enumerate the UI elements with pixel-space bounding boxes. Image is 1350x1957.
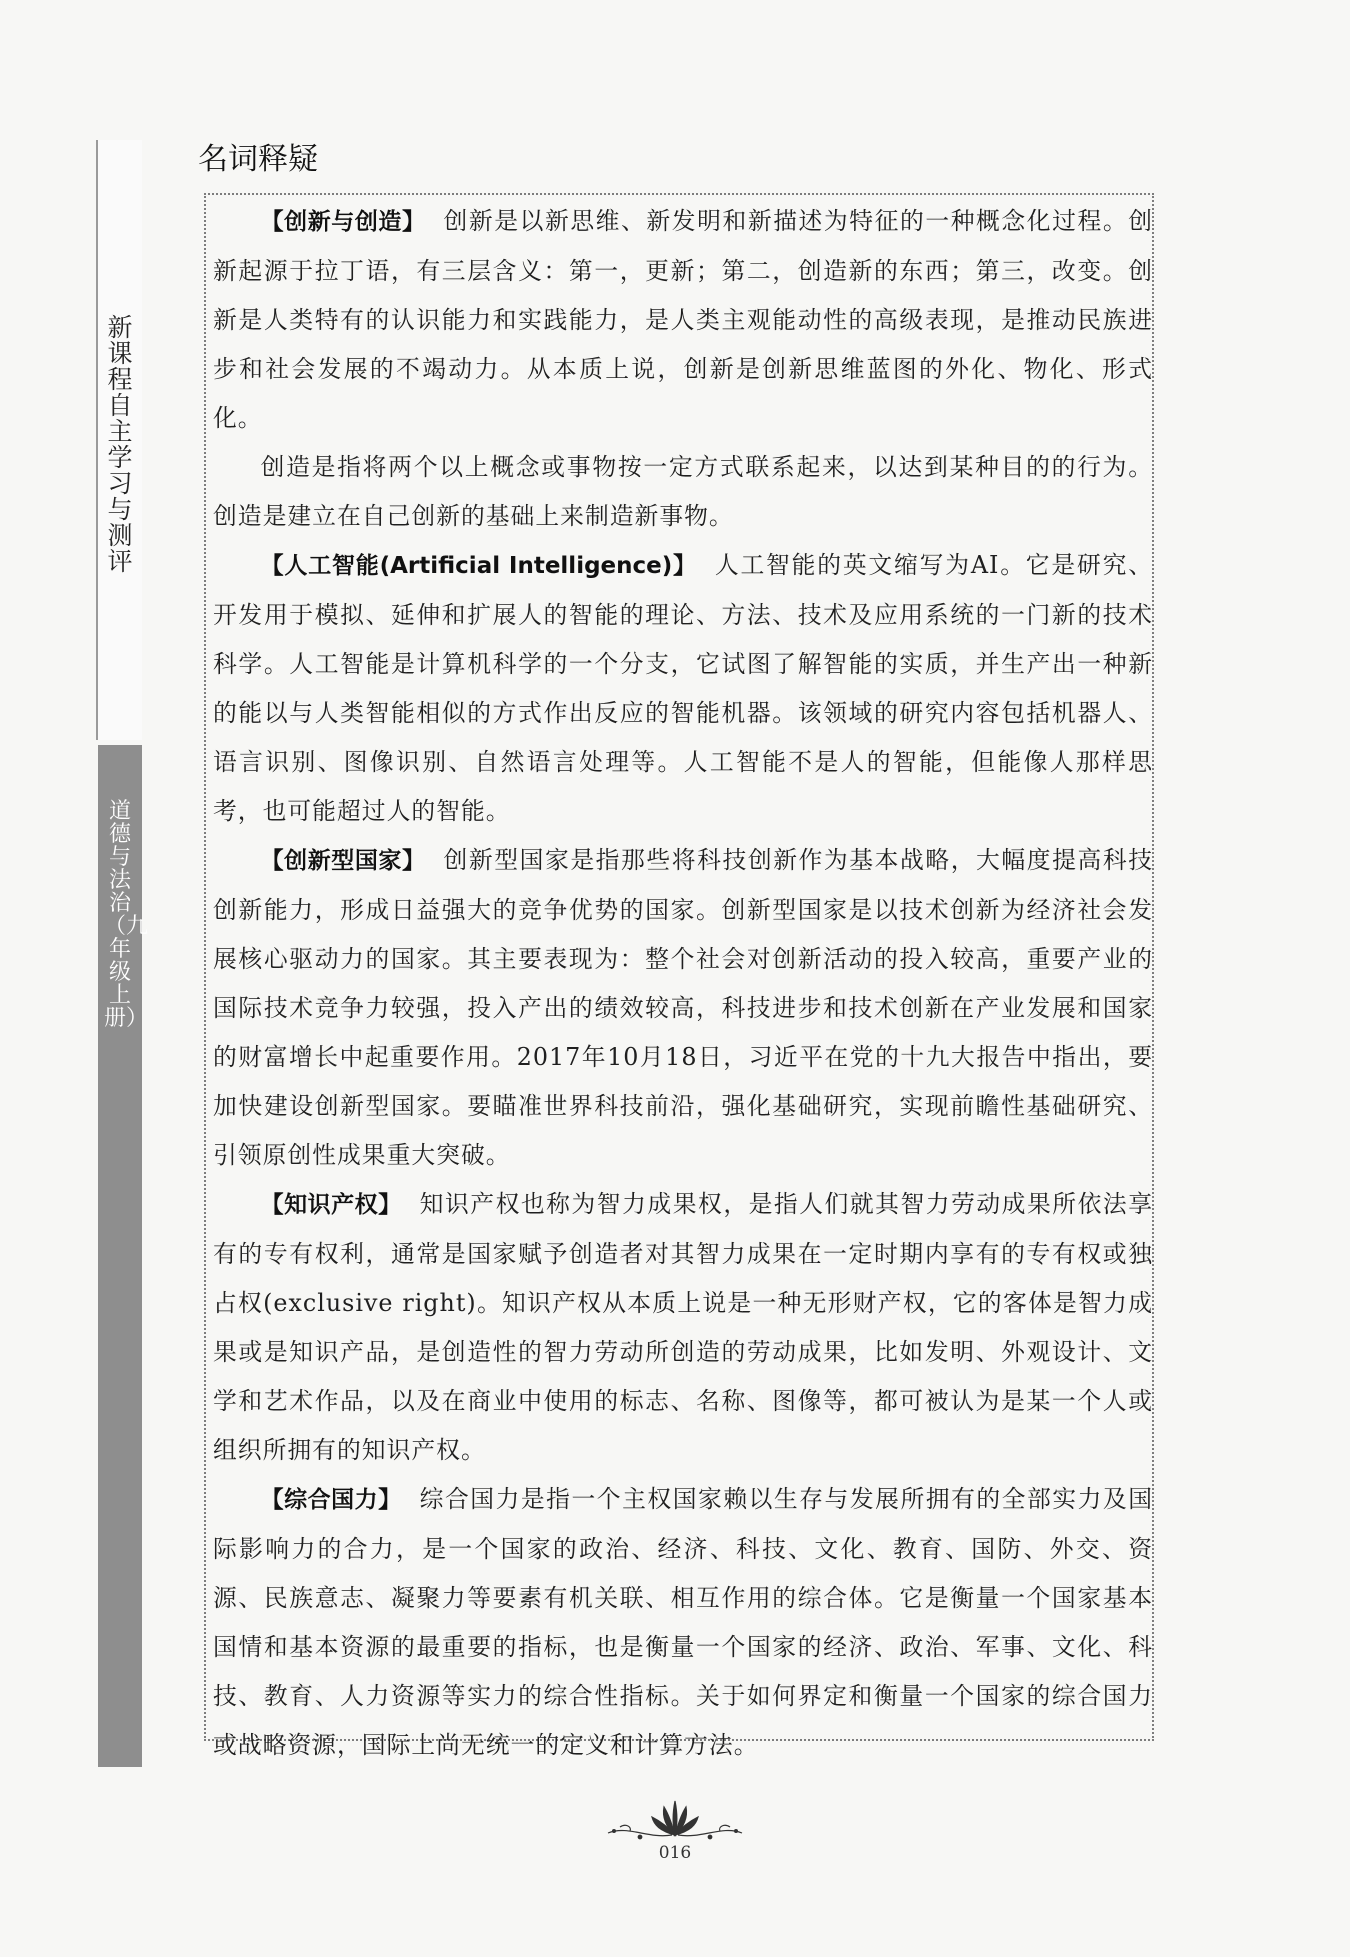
section-title: 名词释疑 — [198, 142, 318, 177]
entry-text: 综合国力是指一个主权国家赖以生存与发展所拥有的全部实力及国际影响力的合力，是一个国家的政治、经济、科技、文化、教育、国防、外交、资源、民族意志、凝聚力等要素有机关联、相互作用的综合体。它是衡量一个国家基本国情和基本资源的最重要的指标，也是衡量一个国家的经济、政治、军事、文化、科技、教育、人力资源等实力的综合性指标。关于如何界定和衡量一个国家的综合国力或战略资源，国际上尚无统一的定义和计算方法。 — [213, 1485, 1154, 1759]
entry-paragraph — [213, 443, 1153, 541]
sidebar-book-title: 新课程自主学习与测评 — [107, 313, 133, 576]
entry-text: 创新型国家是指那些将科技创新作为基本战略，大幅度提高科技创新能力，形成日益强大的竞争优势的国家。创新型国家是以技术创新为经济社会发展核心驱动力的国家。其主要表现为：整个社会对创新活动的投入较高，重要产业的国际技术竞争力较强，投入产出的绩效较高，科技进步和技术创新在产业发展和国家的财富增长中起重要作用。2017年10月18日，习近平在党的十九大报告中指出，要加快建设创新型国家。要瞄准世界科技前沿，强化基础研究，实现前瞻性基础研究、引领原创性成果重大突破。 — [213, 846, 1154, 1169]
entry-paragraph — [213, 1475, 1153, 1770]
entry-text: 创造是指将两个以上概念或事物按一定方式联系起来，以达到某种目的的行为。创造是建立在自己创新的基础上来制造新事物。 — [213, 453, 1153, 530]
glossary-term: 【综合国力】 — [260, 1487, 402, 1513]
entry-paragraph — [213, 1180, 1153, 1475]
entry-text: 人工智能的英文缩写为AI。它是研究、开发用于模拟、延伸和扩展人的智能的理论、方法、技术及应用系统的一门新的技术科学。人工智能是计算机科学的一个分支，它试图了解智能的实质，并生产出一种新的能以与人类智能相似的方式作出反应的智能机器。该领域的研究内容包括机器人、语言识别、图像识别、自然语言处理等。人工智能不是人的智能，但能像人那样思考，也可能超过人的智能。 — [213, 551, 1153, 825]
entry-paragraph — [213, 197, 1153, 443]
glossary-term: 【知识产权】 — [260, 1192, 402, 1218]
glossary-term: 【创新与创造】 — [260, 209, 426, 235]
entry-paragraph — [213, 836, 1153, 1180]
sidebar-subject-tab — [98, 745, 149, 1767]
sidebar-edge-line — [96, 140, 120, 740]
glossary-term: 【人工智能(Artificial Intelligence)】 — [260, 553, 697, 579]
entry-text: 知识产权也称为智力成果权，是指人们就其智力劳动成果所依法享有的专有权利，通常是国家赋予创造者对其智力成果在一定时期内享有的专有权或独占权(exclusive right)。知识产权从本质上说是一种无形财产权，它的客体是智力成果或是知识产品，是创造性的智力劳动所创造的劳动成果，比如发明、外观设计、文学和艺术作品，以及在商业中使用的标志、名称、图像等，都可被认为是某一个人或组织所拥有的知识产权。 — [213, 1190, 1154, 1464]
page-number: 016 — [658, 1843, 692, 1863]
sidebar-subject-title: 道德与法治（九年级上册） — [104, 799, 149, 1031]
glossary-term: 【创新型国家】 — [260, 848, 426, 874]
glossary-content — [213, 197, 1153, 1770]
entry-paragraph — [213, 541, 1153, 836]
entry-text: 创新是以新思维、新发明和新描述为特征的一种概念化过程。创新起源于拉丁语，有三层含义：第一，更新；第二，创造新的东西；第三，改变。创新是人类特有的认识能力和实践能力，是人类主观能动性的高级表现，是推动民族进步和社会发展的不竭动力。从本质上说，创新是创新思维蓝图的外化、物化、形式化。 — [213, 207, 1154, 432]
floral-ornament-icon — [600, 1797, 750, 1843]
